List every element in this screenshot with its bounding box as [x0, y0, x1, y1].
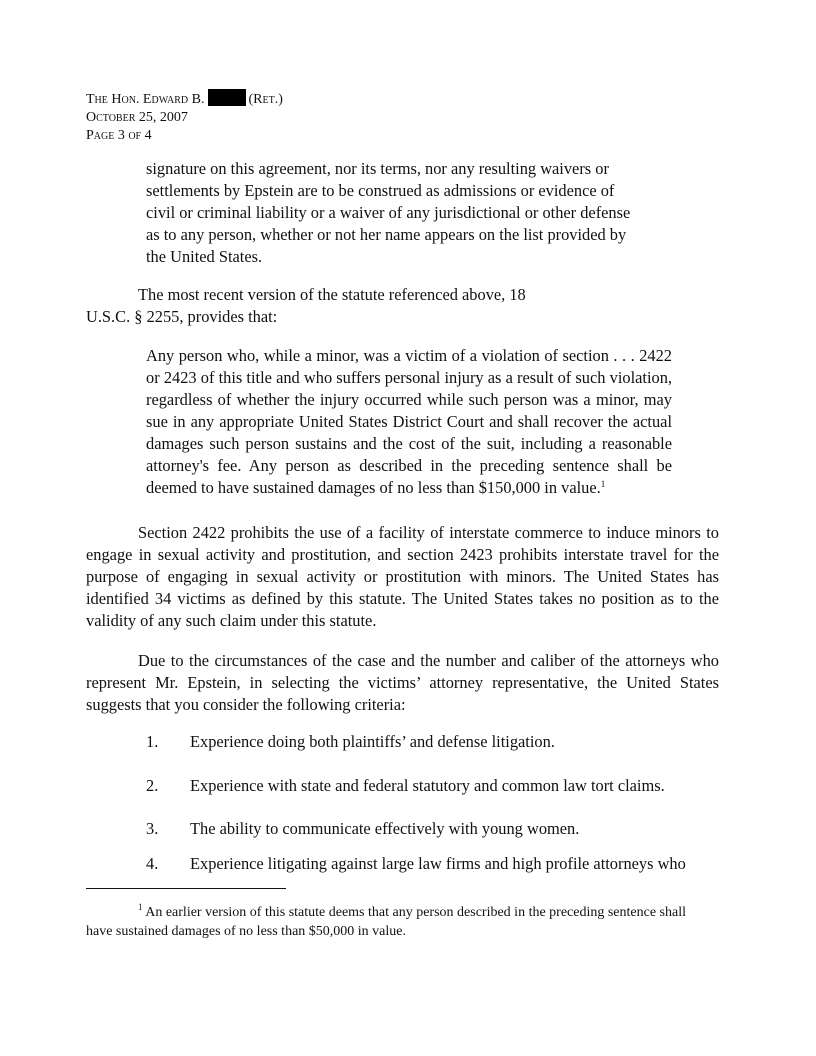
section-paragraph: Section 2422 prohibits the use of a facility of interstate commerce to induce minors to engage in sexual activity and prostitution, and section 2423 prohibits interstate travel for the purpose of engaging in sexual activity or prostitution with minors. The United States has identified 34 victims as defined by this statute. The United States takes no position as to the validity of any such claim under this statute.: [86, 523, 719, 630]
recipient-name: The Hon. Edward B.: [86, 92, 205, 107]
criteria-number: 4.: [146, 854, 159, 873]
criteria-text: Experience with state and federal statutory and common law tort claims.: [190, 776, 665, 795]
letter-date: October 25, 2007: [86, 110, 188, 125]
quote-text: Any person who, while a minor, was a victim of a violation of section . . . 2422 or 2423 of this title and who suffers personal injury as a result of such violation, regardless of whether the injury occurred while such person was a minor, may sue in any appropriate United States District Court and shall recover the actual damages such person sustains and the cost of the suit, including a reasonable attorney's fee. Any person as described in the preceding sentence shall be deemed to have sustained damages of no less than $150,000 in value.: [146, 346, 672, 497]
criteria-text: The ability to communicate effectively with young women.: [190, 819, 580, 838]
footnote-marker: 1: [138, 902, 143, 912]
criteria-text: Experience doing both plaintiffs’ and defense litigation.: [190, 732, 555, 751]
redaction-block: [208, 89, 246, 106]
footnote-ref[interactable]: 1: [600, 479, 606, 489]
criteria-item: [146, 775, 665, 797]
criteria-item: [146, 818, 579, 840]
recipient-line: [86, 89, 283, 109]
statute-intro: The most recent version of the statute referenced above, 18 U.S.C. § 2255, provides that:: [86, 285, 526, 326]
criteria-number: 3.: [146, 819, 159, 838]
criteria-item: [146, 731, 555, 753]
footnote-text: An earlier version of this statute deems that any person described in the preceding sentence shall have sustained damages of no less than $50,000 in value.: [86, 905, 686, 939]
continued-paragraph: signature on this agreement, nor its terms, nor any resulting waivers or settlements by Epstein are to be construed as admissions or evidence of civil or criminal liability or a waiver of any jurisdictional or other defense as to any person, whether or not her name appears on the list provided by the United States.: [146, 159, 631, 266]
criteria-number: 1.: [146, 732, 159, 751]
criteria-item: [146, 853, 686, 875]
criteria-intro: Due to the circumstances of the case and the number and caliber of the attorneys who represent Mr. Epstein, in selecting the victims’ attorney representative, the United States suggests that you consider the following criteria:: [86, 651, 719, 714]
statute-quote: [146, 345, 672, 499]
criteria-text: Experience litigating against large law firms and high profile attorneys who: [190, 854, 686, 873]
footnote-divider: [86, 888, 286, 889]
footnote: [86, 903, 710, 941]
recipient-suffix: (Ret.): [248, 92, 283, 107]
letter-header: [86, 89, 283, 145]
criteria-number: 2.: [146, 776, 159, 795]
page-number: Page 3 of 4: [86, 128, 152, 143]
